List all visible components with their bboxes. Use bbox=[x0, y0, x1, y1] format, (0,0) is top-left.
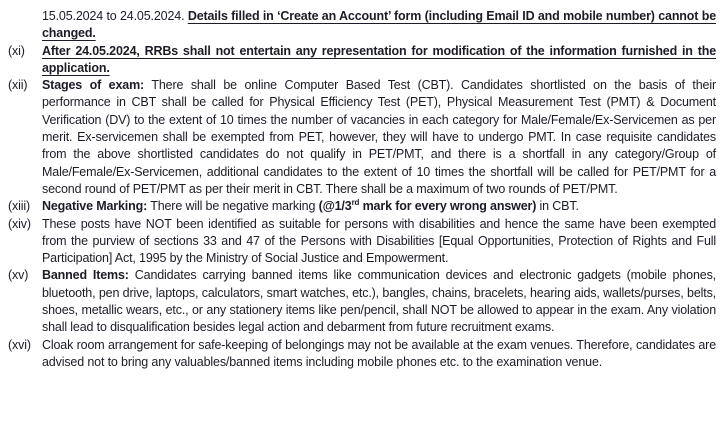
account-details-note: Details filled in ‘Create an Account’ form (including Email ID and mobile number) cannot be changed. bbox=[42, 9, 716, 41]
list-item-xiii bbox=[8, 198, 716, 215]
list-item-xvi bbox=[8, 337, 716, 372]
list-item-xii bbox=[8, 77, 716, 198]
item-label: (xi) bbox=[8, 43, 25, 58]
list-item-xi bbox=[8, 43, 716, 78]
modification-deadline-note: After 24.05.2024, RRBs shall not entertain any representation for modification of the information furnished in the application. bbox=[42, 43, 716, 75]
banned-items-heading: Banned Items: bbox=[42, 268, 129, 283]
banned-items-body: Candidates carrying banned items like communication devices and electronic gadgets (mobile phones, bluetooth, pen drive, laptops, calculators, smart watches, etc.), bangles, chains, bracelets, hearing aids, wallets/purses, belts, shoes, metallic wears, etc., or any stationery items like pen/pencil, shall NOT be allowed to appear in the exam. Any violation shall lead to disqualification besides legal action and debarment from future recruitment exams. bbox=[42, 268, 716, 335]
disabilities-exemption-text: These posts have NOT been identified as suitable for persons with disabilities and hence the same have been exempted from the purview of sections 33 and 47 of the Persons with Disabilities [Equal Opportunities, Protection of Rights and Full Participation] Act, 1995 by the Ministry of Social Justice and Empowerment. bbox=[42, 216, 716, 266]
stages-of-exam-heading: Stages of exam: bbox=[42, 78, 145, 93]
cloak-room-text: Cloak room arrangement for safe-keeping of belongings may not be available at the exam venues. Therefore, candidates are advised not to bring any valuables/banned items including mobile phones etc. to the examination venue. bbox=[42, 337, 716, 369]
item-label: (xv) bbox=[8, 268, 29, 283]
item-label: (xvi) bbox=[8, 337, 31, 352]
marking-context-text: in CBT. bbox=[536, 199, 579, 214]
continuation-paragraph bbox=[8, 8, 716, 43]
item-label: (xiii) bbox=[8, 199, 31, 214]
marking-fraction-text: (@1/3 bbox=[318, 199, 352, 214]
stages-of-exam-body: There shall be online Computer Based Test (CBT). Candidates shortlisted on the basis of their performance in CBT shall be called for Physical Efficiency Test (PET), Physical Measurement Test (PMT) & Document Verification (DV) to the extent of 10 times the number of vacancies in each category for Male/Female/Ex-Servicemen as per merit. Ex-servicemen shall be exempted from PET, however, they will have to undergo PMT. In case requisite candidates from the above shortlisted candidates do not qualify in PET/PMT, and there is a shortfall in any category/Group of Male/Female/Ex-Servicemen, additional candidates to the extent of 10 times the shortfall will be called for PET/PMT for a second round of PET/PMT as per their merit in CBT. There shall be a maximum of two rounds of PET/PMT. bbox=[42, 78, 716, 196]
list-item-xv bbox=[8, 267, 716, 336]
item-label: (xii) bbox=[8, 78, 28, 93]
ordinal-superscript: rd bbox=[351, 198, 360, 208]
negative-marking-body: There will be negative marking bbox=[147, 199, 319, 214]
item-label: (xiv) bbox=[8, 216, 31, 231]
negative-marking-heading: Negative Marking: bbox=[42, 199, 148, 214]
marking-rule-text: mark for every wrong answer) bbox=[359, 199, 537, 214]
list-item-xiv bbox=[8, 216, 716, 268]
date-range-text: 15.05.2024 to 24.05.2024. bbox=[42, 9, 188, 23]
